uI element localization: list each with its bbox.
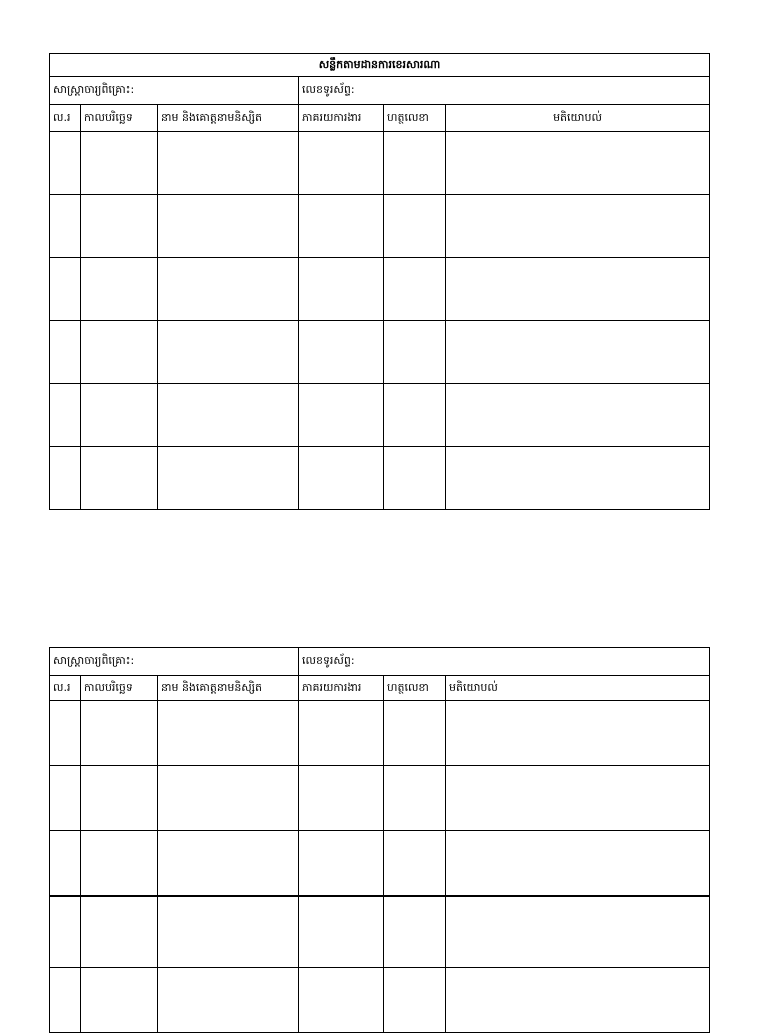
empty-cell [50,831,81,897]
empty-cell [446,447,710,510]
empty-cell [299,447,384,510]
table-row [50,321,710,384]
advisor-label: សាស្ត្រាចារ្យពិគ្រោះ: [50,648,299,676]
table-row [50,447,710,510]
empty-cell [81,384,158,447]
empty-cell [384,896,446,968]
empty-cell [50,132,81,195]
empty-cell [299,968,384,1033]
phone-label: លេខទូរស័ព្ទ: [299,648,710,676]
table-row [50,384,710,447]
empty-cell [446,968,710,1033]
col-header-comment: មតិយោបល់ [446,105,710,132]
table-row [50,701,710,766]
col-header-date: កាលបរិច្ឆេទ [81,676,158,701]
col-header-no: ល.រ [50,676,81,701]
empty-cell [446,896,710,968]
empty-cell [50,384,81,447]
col-header-signature: ហត្ថលេខា [384,676,446,701]
col-header-signature: ហត្ថលេខា [384,105,446,132]
tracking-sheet-1 [49,53,710,510]
empty-cell [446,831,710,897]
table-row [50,831,710,897]
table-row [50,132,710,195]
table-row [50,195,710,258]
empty-cell [158,447,299,510]
empty-cell [158,321,299,384]
table-row [50,968,710,1033]
col-header-comment: មតិយោបល់ [446,676,710,701]
empty-cell [299,701,384,766]
empty-cell [81,766,158,831]
empty-cell [81,968,158,1033]
empty-cell [158,831,299,897]
empty-cell [81,321,158,384]
empty-cell [446,384,710,447]
empty-cell [158,258,299,321]
empty-cell [81,447,158,510]
empty-cell [299,132,384,195]
phone-label: លេខទូរស័ព្ទ: [299,77,710,105]
sheet-title: សន្លឹកតាមដានការខេរសារណា [50,54,710,77]
empty-cell [81,701,158,766]
empty-cell [384,766,446,831]
empty-cell [446,766,710,831]
empty-cell [446,701,710,766]
tracking-table [49,53,710,510]
empty-cell [299,896,384,968]
empty-cell [50,258,81,321]
table-row [50,766,710,831]
empty-cell [50,968,81,1033]
empty-cell [158,195,299,258]
col-header-no: ល.រ [50,105,81,132]
empty-cell [50,195,81,258]
empty-cell [446,258,710,321]
empty-cell [446,321,710,384]
empty-cell [446,132,710,195]
empty-cell [299,321,384,384]
col-header-progress: ភាគរយការងារ [299,676,384,701]
col-header-student-name: នាម និងគោត្តនាមនិស្សិត [158,676,299,701]
advisor-label: សាស្ត្រាចារ្យពិគ្រោះ: [50,77,299,105]
table-row [50,258,710,321]
empty-cell [446,195,710,258]
table-row [50,896,710,968]
empty-cell [384,968,446,1033]
empty-cell [158,384,299,447]
empty-cell [299,766,384,831]
tracking-table [49,647,710,1033]
empty-cell [384,447,446,510]
empty-cell [299,195,384,258]
empty-cell [384,132,446,195]
empty-cell [384,831,446,897]
empty-cell [50,321,81,384]
empty-cell [299,258,384,321]
empty-cell [384,258,446,321]
empty-cell [81,132,158,195]
empty-cell [81,258,158,321]
empty-cell [158,968,299,1033]
col-header-student-name: នាម និងគោត្តនាមនិស្សិត [158,105,299,132]
col-header-progress: ភាគរយការងារ [299,105,384,132]
empty-cell [158,132,299,195]
empty-cell [50,447,81,510]
empty-cell [158,766,299,831]
empty-cell [299,384,384,447]
empty-cell [81,896,158,968]
empty-cell [384,701,446,766]
empty-cell [50,766,81,831]
col-header-date: កាលបរិច្ឆេទ [81,105,158,132]
empty-cell [50,701,81,766]
empty-cell [158,701,299,766]
empty-cell [158,896,299,968]
empty-cell [299,831,384,897]
empty-cell [384,195,446,258]
empty-cell [384,321,446,384]
empty-cell [50,896,81,968]
empty-cell [81,195,158,258]
empty-cell [81,831,158,897]
tracking-sheet-2 [49,647,710,1033]
empty-cell [384,384,446,447]
